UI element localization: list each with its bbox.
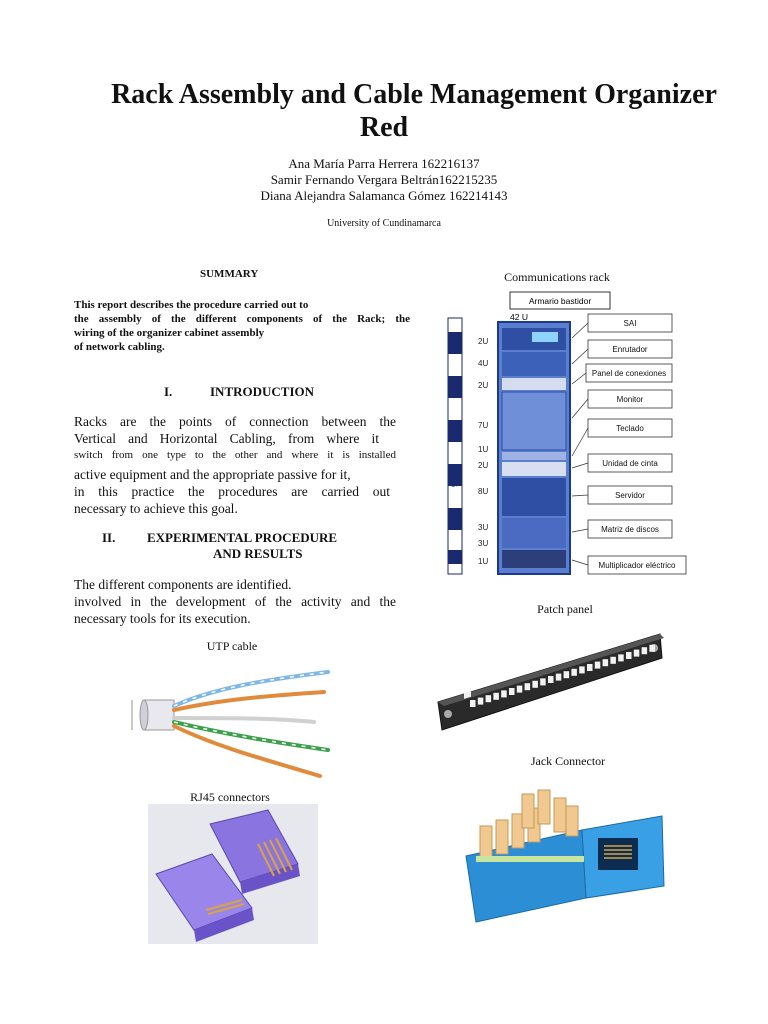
patch-port	[587, 664, 593, 671]
section-2-body	[74, 576, 396, 627]
top-units-label: 42 U	[510, 312, 528, 322]
unit-label: 3U	[478, 539, 489, 548]
patch-port	[618, 654, 624, 661]
callout-label: Servidor	[615, 491, 645, 500]
summary-heading: SUMMARY	[200, 268, 259, 280]
caption-patch-panel: Patch panel	[537, 602, 593, 616]
patch-port	[642, 647, 648, 654]
callout-label: Multiplicador eléctrico	[598, 561, 676, 570]
patch-port	[548, 676, 554, 683]
body-line: necessary to achieve this goal.	[74, 501, 238, 516]
section-2-number: II.	[102, 530, 116, 545]
ruler-number: 06	[448, 476, 459, 488]
patch-port	[470, 700, 476, 707]
section-1-heading: INTRODUCTION	[210, 384, 315, 399]
body-line: Racks are the points of connection between the	[74, 414, 396, 429]
title-line-1: Rack Assembly and Cable Management Organizer	[111, 79, 717, 110]
body-line: active equipment and the appropriate passive for it,	[74, 467, 351, 482]
patch-port	[478, 698, 484, 705]
panel-screw	[444, 710, 452, 718]
title-line-2: Red	[359, 112, 409, 143]
summary-line: This report describes the procedure carried out to	[74, 299, 309, 311]
callout-label: Panel de conexiones	[591, 369, 667, 378]
patch-port	[564, 671, 570, 678]
callout-label: SAI	[623, 319, 637, 328]
unit-label: 2U	[478, 337, 489, 346]
patch-panel-image	[434, 630, 666, 742]
patch-port	[634, 650, 640, 657]
rack-diagram	[440, 288, 692, 580]
unit-label: 1U	[478, 445, 489, 454]
patch-port	[603, 659, 609, 666]
ruler	[448, 318, 462, 574]
jack-connector-image	[462, 786, 670, 934]
callout-label: Teclado	[616, 424, 644, 433]
section-1-number: I.	[164, 384, 173, 399]
callout-label: Enrutador	[612, 345, 648, 354]
body-line: switch from one type to the other and where it is installed	[74, 449, 396, 461]
patch-port	[540, 678, 546, 685]
patch-port	[532, 681, 538, 688]
wire-orange-2	[174, 726, 320, 776]
patch-port	[501, 690, 507, 697]
patch-port	[571, 669, 577, 676]
body-line: The different components are identified.	[74, 577, 292, 592]
author-1: Ana María Parra Herrera 162216137	[288, 156, 480, 171]
patch-port	[626, 652, 632, 659]
body-line: necessary tools for its execution.	[74, 611, 251, 626]
callout-label: Monitor	[616, 395, 644, 404]
wire-white	[174, 718, 314, 722]
wire-orange	[174, 692, 324, 710]
patch-port	[517, 686, 523, 693]
section-2-heading-line-2: AND RESULTS	[213, 546, 303, 561]
header-label: Armario bastidor	[528, 296, 592, 306]
author-3: Diana Alejandra Salamanca Gómez 162214143	[260, 188, 508, 203]
section-1-body	[74, 413, 396, 517]
patch-port	[649, 645, 655, 652]
paper-title	[0, 78, 768, 144]
patch-port	[595, 662, 601, 669]
caption-jack: Jack Connector	[530, 754, 606, 768]
caption-rj45: RJ45 connectors	[190, 790, 270, 804]
unit-label: 1U	[478, 557, 489, 566]
callout-label: Unidad de cinta	[602, 459, 658, 468]
patch-port	[525, 683, 531, 690]
unit-label: 2U	[478, 381, 489, 390]
body-line: in this practice the procedures are carried out	[74, 484, 390, 499]
summary-line: wiring of the organizer cabinet assembly	[74, 327, 265, 339]
unit-label: 2U	[478, 461, 489, 470]
author-list	[0, 156, 768, 204]
patch-port	[610, 657, 616, 664]
body-line: Vertical and Horizontal Cabling, from where it	[74, 431, 379, 446]
caption-utp: UTP cable	[206, 639, 258, 653]
rack-cabinet	[498, 322, 570, 574]
callout-label: Matriz de discos	[601, 525, 659, 534]
patch-port	[556, 674, 562, 681]
summary-line: the assembly of the different components of the Rack; the	[74, 313, 410, 325]
patch-port	[509, 688, 515, 695]
unit-label: 4U	[478, 359, 489, 368]
wire-blue	[174, 672, 328, 706]
unit-label: 7U	[478, 421, 489, 430]
author-2: Samir Fernando Vergara Beltrán162215235	[270, 172, 498, 187]
unit-label: 8U	[478, 487, 489, 496]
patch-port	[579, 666, 585, 673]
utp-cable-image	[124, 658, 340, 786]
rj45-connectors-image	[148, 804, 318, 944]
body-line: involved in the development of the activity and the	[74, 594, 396, 609]
patch-port	[486, 695, 492, 702]
section-2-heading-line-1: EXPERIMENTAL PROCEDURE	[147, 530, 338, 545]
caption-rack: Communications rack	[504, 270, 610, 284]
unit-label: 3U	[478, 523, 489, 532]
affiliation: University of Cundinamarca	[327, 218, 441, 229]
summary-text	[74, 298, 410, 354]
summary-line: of network cabling.	[74, 341, 165, 353]
patch-port	[493, 693, 499, 700]
